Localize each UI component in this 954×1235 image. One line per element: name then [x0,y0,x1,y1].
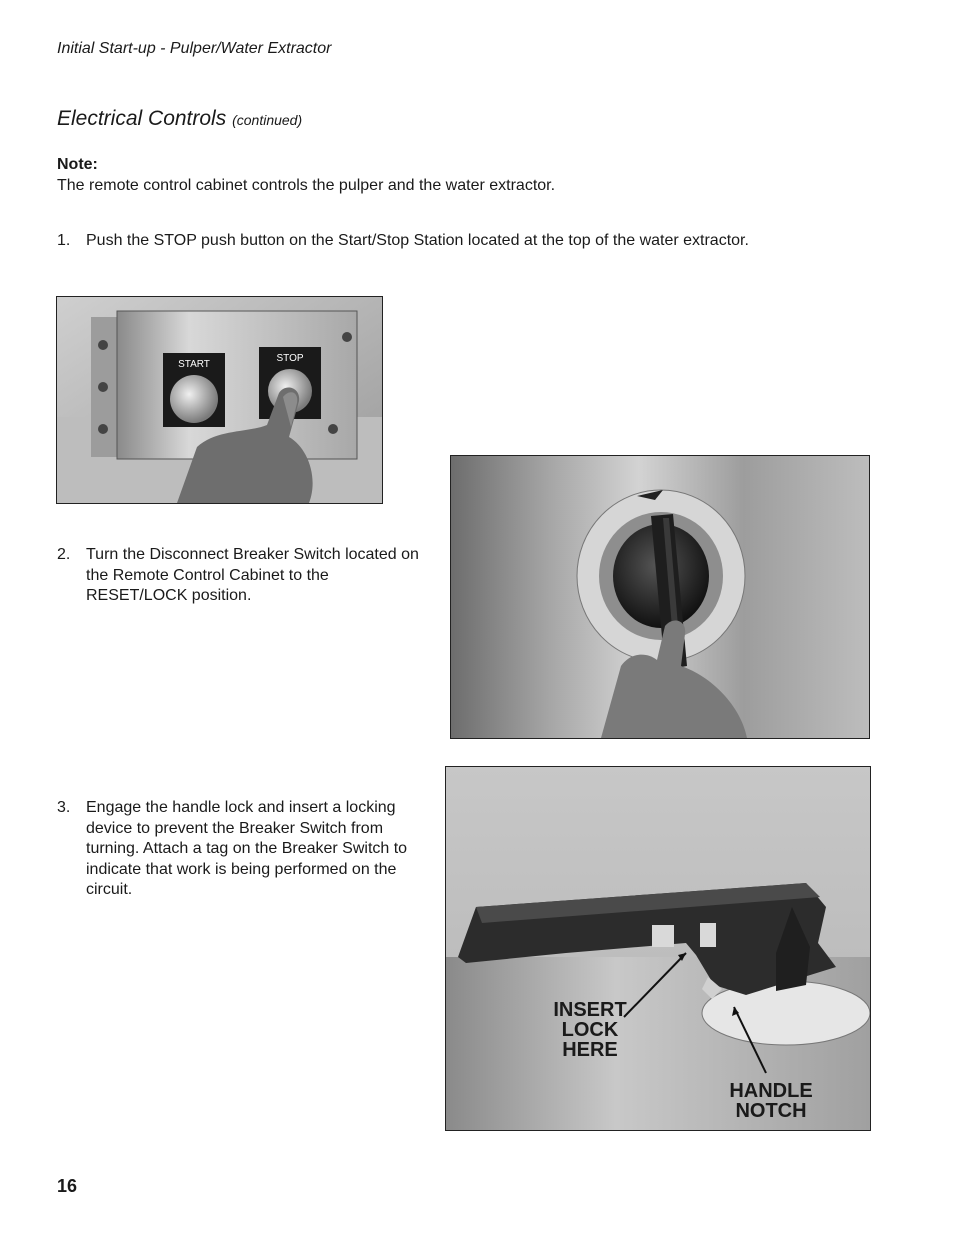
page-number: 16 [57,1176,78,1196]
step-3-text: Engage the handle lock and insert a locking device to prevent the Breaker Switch from turning. Attach a tag on the Breaker Switch to indicate that work is being performed on the circuit. [86,799,408,898]
insert-lock-here-line-1: INSERT [553,999,627,1021]
disconnect-breaker-switch-photo [450,455,870,739]
step-2-number: 2. [57,546,71,563]
insert-lock-here-line-3: HERE [562,1039,618,1061]
section-continued-label: (continued) [232,112,303,128]
step-2-text: Turn the Disconnect Breaker Switch located on the Remote Control Cabinet to the RESET/LOCK position. [86,546,419,604]
step-2 [57,545,437,615]
step-1-number: 1. [57,232,71,249]
section-title-text: Electrical Controls [57,107,227,130]
note-label: Note: [57,156,98,173]
step-1 [57,231,837,253]
step-1-text: Push the STOP push button on the Start/Stop Station located at the top of the water extractor. [86,232,749,249]
section-title [57,107,302,131]
step-3 [57,798,437,908]
stop-label: STOP [276,353,304,364]
insert-lock-here-callout [542,1000,638,1060]
handle-notch-callout [716,1081,826,1121]
step-3-number: 3. [57,799,71,816]
handle-notch-line-1: HANDLE [729,1080,813,1102]
start-label: START [178,359,210,370]
running-head: Initial Start-up - Pulper/Water Extractor [57,40,332,57]
handle-notch-line-2: NOTCH [735,1100,807,1122]
handle-lock-photo [445,766,871,1131]
insert-lock-here-line-2: LOCK [561,1019,619,1041]
start-stop-station-photo [56,296,383,504]
note-text: The remote control cabinet controls the pulper and the water extractor. [57,177,556,194]
